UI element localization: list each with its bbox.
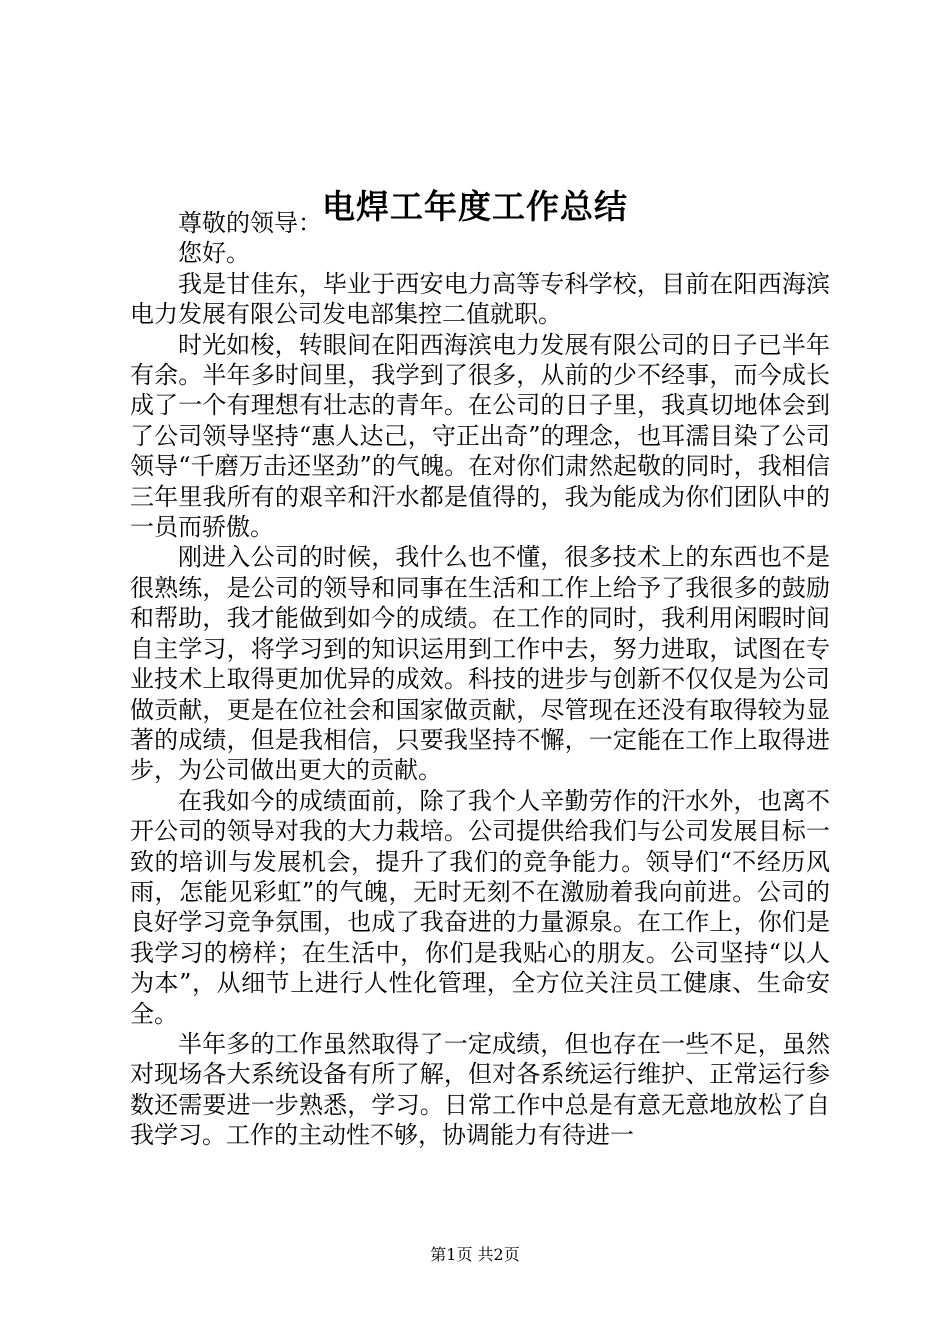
- paragraph-introduction: 我是甘佳东，毕业于西安电力高等专科学校，目前在阳西海滨电力发展有限公司发电部集控二值就职。: [130, 269, 830, 329]
- paragraph-achievements: 在我如今的成绩面前，除了我个人辛勤劳作的汗水外，也离不开公司的领导对我的大力栽培。公司提供给我们与公司发展目标一致的培训与发展机会，提升了我们的竞争能力。领导们“不经历风雨，怎能见彩虹”的气魄，无时无刻不在激励着我向前进。公司的良好学习竞争氛围，也成了我奋进的力量源泉。在工作上，你们是我学习的榜样；在生活中，你们是我贴心的朋友。公司坚持“以人为本”，从细节上进行人性化管理，全方位关注员工健康、生命安全。: [130, 786, 830, 1028]
- salutation: 尊敬的领导：: [178, 209, 322, 237]
- document-title: 电焊工年度工作总结: [322, 187, 628, 226]
- page-number-footer: 第1页 共2页: [430, 1245, 520, 1264]
- paragraph-learning: 刚进入公司的时候，我什么也不懂，很多技术上的东西也不是很熟练，是公司的领导和同事在生活和工作上给予了我很多的鼓励和帮助，我才能做到如今的成绩。在工作的同时，我利用闲暇时间自主学习，将学习到的知识运用到工作中去，努力进取，试图在专业技术上取得更加优异的成效。科技的进步与创新不仅仅是为公司做贡献，更是在位社会和国家做贡献，尽管现在还没有取得较为显著的成绩，但是我相信，只要我坚持不懈，一定能在工作上取得进步，为公司做出更大的贡献。: [130, 543, 830, 785]
- paragraph-time-flies: 时光如梭，转眼间在阳西海滨电力发展有限公司的日子已半年有余。半年多时间里，我学到了很多，从前的少不经事，而今成长成了一个有理想有壮志的青年。在公司的日子里，我真切地体会到了公司领导坚持“惠人达己，守正出奇”的理念，也耳濡目染了公司领导“千磨万击还坚劲”的气魄。在对你们肃然起敬的同时，我相信三年里我所有的艰辛和汗水都是值得的，我为能成为你们团队中的一员而骄傲。: [130, 330, 830, 542]
- paragraph-shortcomings: 半年多的工作虽然取得了一定成绩，但也存在一些不足，虽然对现场各大系统设备有所了解，但对各系统运行维护、正常运行参数还需要进一步熟悉，学习。日常工作中总是有意无意地放松了自我学习。工作的主动性不够，协调能力有待进一: [130, 1029, 830, 1150]
- document-body: [130, 208, 830, 1151]
- greeting: 您好。: [178, 239, 250, 268]
